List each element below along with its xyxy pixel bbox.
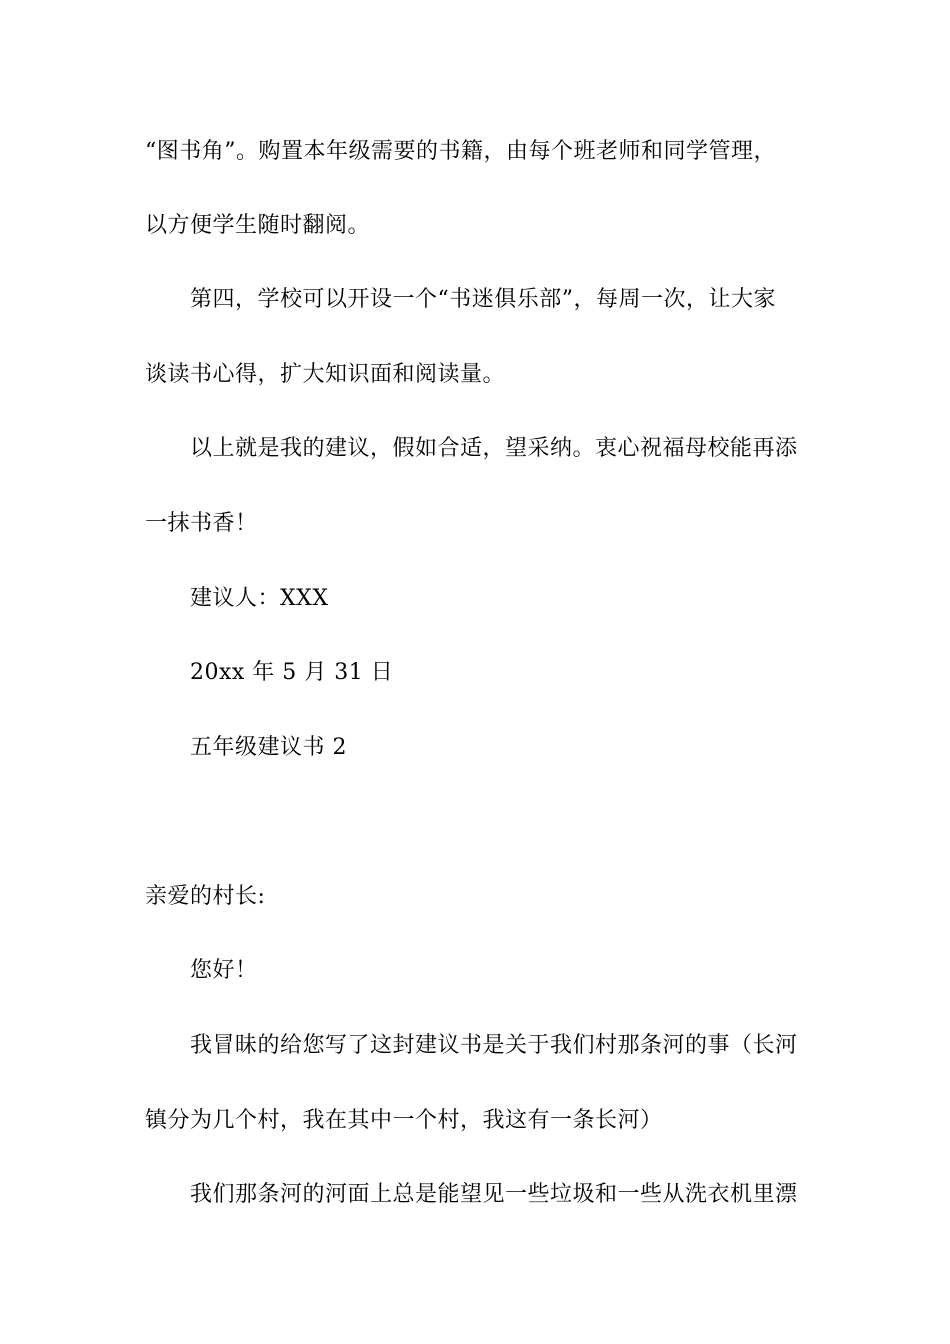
paragraph-line: 镇分为几个村，我在其中一个村，我这有一条长河） (145, 1108, 663, 1133)
paragraph-line: 我们那条河的河面上总是能望见一些垃圾和一些从洗衣机里漂 (190, 1182, 798, 1207)
paragraph-line: 我冒昧的给您写了这封建议书是关于我们村那条河的事（长河 (190, 1033, 798, 1058)
paragraph-line: 以上就是我的建议，假如合适，望采纳。衷心祝福母校能再添 (190, 436, 798, 461)
paragraph-line: 一抹书香！ (145, 511, 258, 536)
paragraph-line: 谈读书心得，扩大知识面和阅读量。 (145, 362, 506, 387)
greeting-line: 您好！ (190, 958, 258, 983)
paragraph-line: “图书角”。购置本年级需要的书籍，由每个班老师和同学管理， (145, 139, 776, 164)
paragraph-line: 第四，学校可以开设一个“书迷俱乐部”，每周一次，让大家 (190, 287, 776, 312)
salutation-line: 亲爱的村长: (145, 884, 266, 909)
paragraph-line: 以方便学生随时翻阅。 (145, 213, 371, 238)
section-title: 五年级建议书 2 (190, 735, 347, 760)
date-line: 20xx 年 5 月 31 日 (190, 660, 394, 685)
signature-line: 建议人：XXX (190, 586, 329, 611)
